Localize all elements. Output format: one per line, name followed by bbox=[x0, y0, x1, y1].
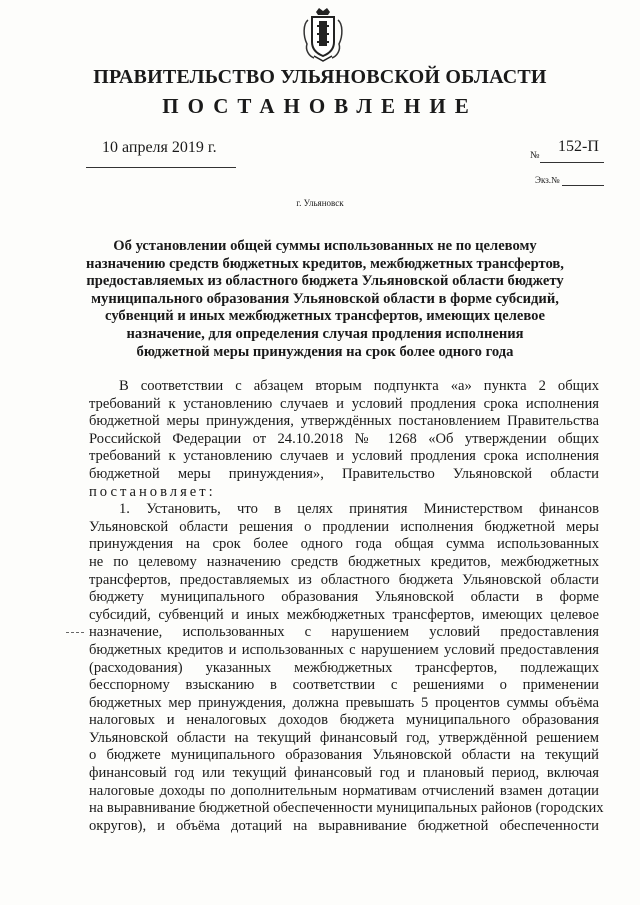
text-line: налоговые доходы по дополнительным нормативам отчислений взамен дотации bbox=[89, 782, 599, 799]
resolves-word: постановляет: bbox=[89, 483, 216, 500]
text-line: на выравнивание бюджетной обеспеченности муниципальных районов (городских bbox=[89, 800, 604, 817]
margin-mark bbox=[66, 632, 84, 633]
document-type: ПОСТАНОВЛЕНИЕ bbox=[162, 94, 478, 118]
text-line: назначение, использованных с нарушением условий предоставления bbox=[89, 624, 599, 641]
number-sign: № bbox=[530, 150, 540, 161]
date-underline bbox=[86, 167, 236, 168]
title-line: предоставляемых из областного бюджета Ульяновской области бюджету bbox=[86, 273, 564, 290]
clause-1-paragraph bbox=[89, 501, 604, 835]
text-line: требований к установлению случаев и условий продления срока исполнения bbox=[89, 395, 599, 412]
text-line: Ульяновской области решения о продлении исполнения бюджетной меры bbox=[89, 518, 599, 535]
document-body bbox=[89, 378, 604, 835]
document-number: 152-П bbox=[558, 138, 599, 155]
document-date: 10 апреля 2019 г. bbox=[102, 139, 217, 156]
title-line: Об установлении общей суммы использованных не по целевому bbox=[113, 238, 537, 254]
text-line: Российской Федерации от 24.10.2018 № 1268 «Об утверждении общих bbox=[89, 430, 599, 447]
title-line: назначению средств бюджетных кредитов, межбюджетных трансфертов, bbox=[86, 255, 564, 272]
title-line: бюджетной меры принуждения на срок более одного года bbox=[136, 343, 514, 360]
text-line: (расходования) указанных межбюджетных трансфертов, подлежащих bbox=[89, 659, 599, 676]
text-line: о бюджете муниципального образования Ульяновской области на текущий bbox=[89, 747, 599, 764]
text-line: Ульяновской области на текущий финансовый год, утверждённой решением bbox=[89, 729, 599, 746]
text-line: бесспорному взысканию в соответствии с решениями о применении bbox=[89, 677, 599, 694]
text-line: принуждения на срок более одного года общая сумма использованных bbox=[89, 536, 599, 553]
text-line: 1. Установить, что в целях принятия Министерством финансов bbox=[119, 501, 599, 518]
text-line: бюджетных мер принуждения, должна превышать 5 процентов суммы объёма bbox=[89, 694, 599, 711]
text-line: субсидий, субвенций и иных межбюджетных трансфертов, имеющих целевое bbox=[89, 606, 599, 623]
text-line: трансфертов, предоставляемых из областного бюджета Ульяновской области bbox=[89, 571, 599, 588]
text-line: бюджету муниципального образования Ульяновской области в форме bbox=[89, 589, 599, 606]
copy-number-label: Экз.№ bbox=[535, 175, 560, 185]
title-line: субвенций и иных межбюджетных трансфертов, имеющих целевое bbox=[105, 308, 545, 325]
government-name: ПРАВИТЕЛЬСТВО УЛЬЯНОВСКОЙ ОБЛАСТИ bbox=[93, 66, 547, 88]
text-line: требований к установлению случаев и условий продления срока исполнения bbox=[89, 448, 599, 465]
copy-number-underline bbox=[562, 185, 604, 186]
text-line: бюджетных кредитов и использованных с нарушением условий предоставления bbox=[89, 641, 599, 658]
title-line: муниципального образования Ульяновской области в форме субсидий, bbox=[91, 290, 559, 307]
text-line: бюджетной меры принуждения, утверждённых постановлением Правительства bbox=[89, 413, 599, 430]
city-name: г. Ульяновск bbox=[296, 198, 344, 208]
text-line: не по целевому назначению средств бюджетных кредитов, межбюджетных bbox=[89, 553, 599, 570]
ulyanovsk-coat-of-arms-icon bbox=[300, 6, 346, 62]
text-line: округов), и объёма дотаций на выравнивание бюджетной обеспеченности bbox=[89, 817, 599, 834]
number-underline bbox=[540, 162, 604, 163]
document-title bbox=[70, 238, 580, 361]
preamble-paragraph bbox=[89, 378, 599, 501]
text-line: финансовый год или текущий финансовый год и плановый период, включая bbox=[89, 765, 599, 782]
text-line: бюджетной меры принуждения», Правительство Ульяновской области bbox=[89, 465, 599, 482]
text-line: В соответствии с абзацем вторым подпункта «а» пункта 2 общих bbox=[119, 378, 599, 394]
title-line: назначение, для определения случая продления исполнения bbox=[126, 325, 524, 342]
text-line: налоговых и неналоговых доходов бюджета муниципального образования bbox=[89, 712, 599, 729]
